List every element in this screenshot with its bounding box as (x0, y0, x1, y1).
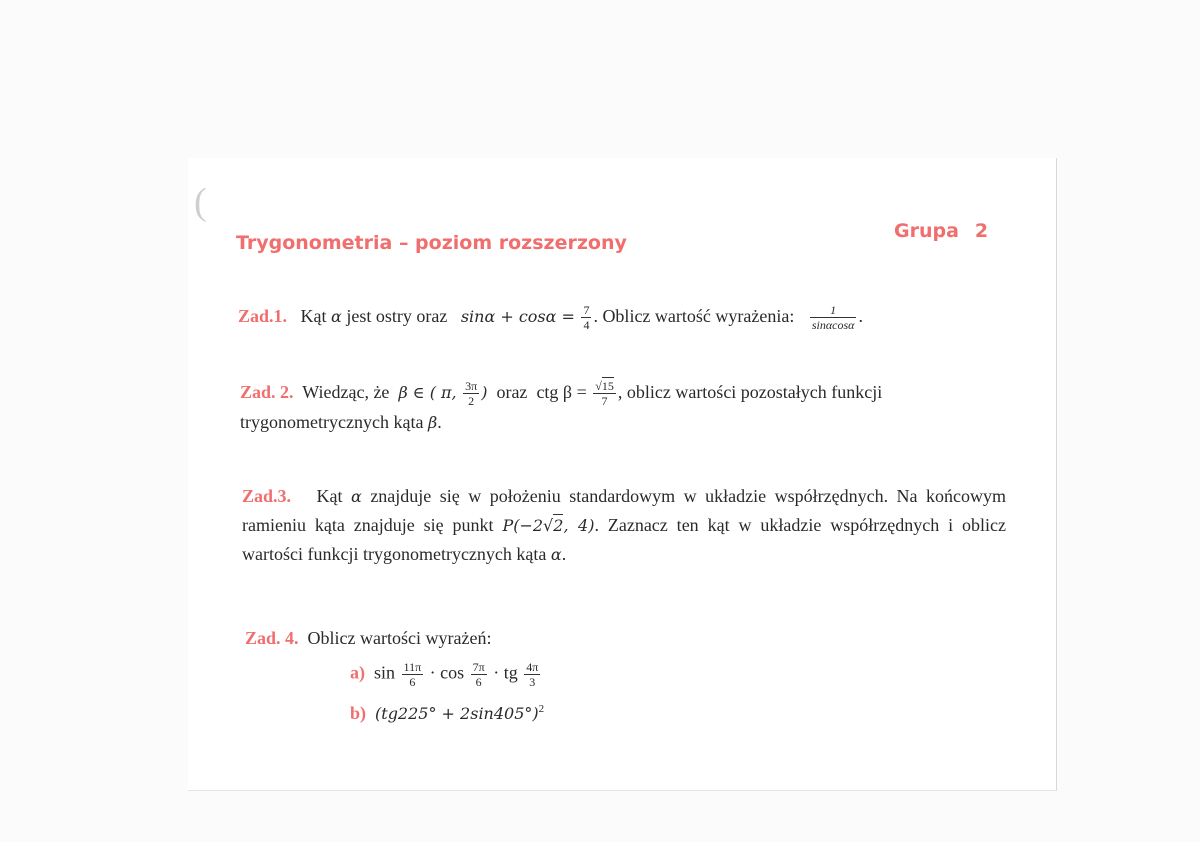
point-p: P(−2√2, 4) (502, 516, 595, 535)
task-3-text: współrzędnych i oblicz wartości funkcji trygonometrycznych kąta (242, 515, 1007, 564)
fraction-numerator: 1 (810, 303, 857, 318)
task-4a (350, 660, 542, 689)
ctg-expression: ctg β = (536, 382, 587, 402)
fraction-denominator: 3 (529, 675, 536, 689)
task-2 (240, 378, 1030, 437)
sin-function: sin (374, 662, 396, 683)
fraction-numerator: 4π (526, 660, 539, 674)
group-label (894, 220, 988, 242)
fraction-7-4 (581, 303, 591, 332)
multiply-dot: · (493, 662, 500, 683)
task-4b-expression: (tg225° + 2sin405°) (375, 704, 539, 723)
tg-function: tg (503, 662, 518, 683)
task-4b-label: b) (350, 703, 367, 723)
group-number: 2 (974, 220, 989, 242)
fraction-sqrt15-7 (593, 379, 616, 408)
task-1-label: Zad.1. (238, 306, 288, 326)
document-title: Trygonometria – poziom rozszerzony (236, 232, 627, 254)
task-2-text: Wiedząc, że (302, 382, 390, 402)
beta-interval: β ∈ ( π, (398, 383, 457, 402)
beta-symbol: β (427, 413, 438, 433)
task-4-text: Oblicz wartości wyrażeń: (307, 628, 492, 648)
task-1-text: Kąt (300, 306, 327, 326)
multiply-dot: · (429, 662, 436, 683)
sqrt-radicand: 2 (553, 516, 564, 535)
task-2-text: trygonometrycznych kąta (240, 412, 424, 433)
point-p-start: P(−2 (502, 516, 544, 535)
scan-artifact: ( (194, 181, 207, 223)
fraction-numerator: √15 (595, 379, 614, 394)
task-3-text: . Zaznacz ten kąt w układzie (594, 515, 822, 535)
cos-function: cos (440, 662, 465, 683)
alpha-symbol: α (550, 545, 562, 564)
interval-close: ) (481, 383, 488, 402)
exponent: 2 (538, 703, 545, 715)
task-3-text: końcowym ramieniu kąta znajduje się punkt (242, 486, 1007, 535)
fraction-numerator: 7 (583, 303, 590, 318)
fraction-11pi-6 (402, 660, 424, 689)
fraction-denominator: 4 (583, 318, 590, 333)
fraction-numerator: 3π (465, 379, 478, 394)
group-label-text: Grupa (894, 220, 959, 242)
task-3-text: Kąt (316, 486, 343, 506)
task-4-label: Zad. 4. (245, 628, 299, 648)
fraction-denominator: 6 (409, 675, 416, 689)
fraction-denominator: 6 (475, 675, 482, 689)
task-2-end: . (437, 412, 442, 433)
alpha-symbol: α (351, 487, 362, 506)
task-4a-label: a) (350, 662, 365, 683)
task-1-text: jest ostry oraz (346, 306, 448, 326)
fraction-numerator: 7π (472, 660, 485, 674)
fraction-3pi-2 (463, 379, 479, 408)
fraction-denominator: sinαcosα (811, 318, 855, 333)
fraction-numerator: 11π (403, 660, 422, 674)
task-1-expression: sinα + cosα = (460, 307, 575, 326)
task-3-text: znajduje się w położeniu standardowym w układzie współrzędnych. Na (370, 486, 918, 506)
task-3-label: Zad.3. (242, 486, 292, 506)
task-4b (350, 703, 544, 724)
task-2-text: oraz (496, 382, 528, 402)
fraction-denominator: 7 (601, 394, 608, 409)
sqrt-radicand: 15 (601, 379, 614, 394)
fraction-4pi-3 (524, 660, 540, 689)
task-2-label: Zad. 2. (240, 382, 294, 402)
fraction-denominator: 2 (468, 394, 475, 409)
point-p-end: , 4) (563, 516, 595, 535)
task-2-text: , oblicz wartości pozostałych funkcji (617, 382, 883, 402)
task-1-end: . (858, 306, 863, 326)
alpha-symbol: α (331, 307, 342, 326)
task-1 (238, 302, 863, 332)
task-4 (245, 624, 491, 652)
fraction-7pi-6 (471, 660, 487, 689)
task-1-text: . Oblicz wartość wyrażenia: (593, 306, 795, 326)
task-3-end: . (561, 544, 567, 564)
task-3 (242, 482, 1006, 569)
fraction-target-expression (810, 303, 857, 332)
